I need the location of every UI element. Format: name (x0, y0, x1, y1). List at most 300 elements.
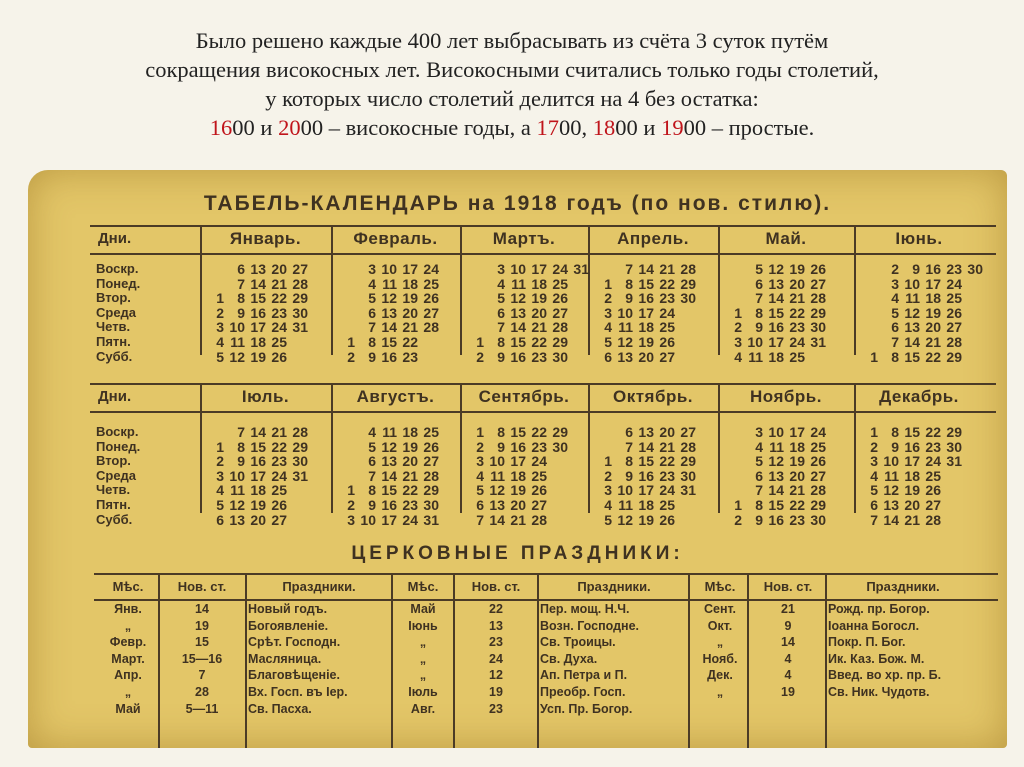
calendar-day-number: 10 (747, 334, 763, 350)
calendar-day-number: 17 (402, 261, 418, 277)
calendar-day-number: 2 (347, 348, 355, 365)
calendar-day-number: 25 (925, 467, 941, 484)
calendar-day-number: 17 (638, 304, 654, 321)
calendar-day-number: 24 (271, 467, 287, 484)
top-month-separator (718, 225, 720, 355)
calendar-day-number: 11 (230, 334, 245, 350)
calendar-day-number: 29 (946, 424, 962, 440)
calendar-day-number: 5 (216, 497, 224, 513)
calendar-day-number: 1 (870, 348, 878, 365)
calendar-day-number: 24 (659, 304, 675, 321)
calendar-day-number: 1 (347, 334, 355, 350)
calendar-day-number: 2 (604, 467, 612, 484)
calendar-day-number: 20 (925, 319, 941, 336)
calendar-day-number: 12 (381, 438, 397, 455)
bottom-day-name: Понед. (96, 438, 141, 454)
calendar-day-number: 11 (905, 290, 920, 307)
calendar-day-number: 8 (625, 275, 633, 292)
calendar-day-number: 4 (734, 348, 742, 365)
church-feast-cell: Преобр. Госп. (540, 685, 626, 699)
calendar-day-number: 12 (229, 348, 245, 365)
calendar-day-number: 7 (476, 511, 484, 528)
church-column-header: Нов. ст. (471, 579, 521, 594)
calendar-day-number: 22 (402, 482, 418, 499)
church-column-header: Праздники. (866, 579, 940, 594)
calendar-day-number: 4 (216, 482, 224, 499)
slide-heading (20, 26, 1004, 142)
calendar-day-number: 20 (510, 497, 526, 513)
church-month-cell: „ (716, 685, 724, 699)
calendar-day-number: 26 (659, 334, 675, 350)
calendar-day-number: 11 (511, 275, 526, 292)
calendar-day-number: 21 (402, 319, 418, 336)
calendar-day-number: 2 (347, 497, 355, 513)
church-date-cell: 4 (784, 651, 792, 666)
bottom-month-name: Сентябрь. (478, 387, 570, 406)
calendar-day-number: 2 (734, 511, 742, 528)
calendar-day-number: 15 (638, 275, 654, 292)
calendar-day-number: 13 (883, 497, 899, 513)
bottom-days-label: Дни. (98, 388, 132, 405)
church-date-cell: 12 (489, 668, 503, 683)
calendar-day-number: 26 (925, 482, 941, 499)
calendar-day-number: 23 (789, 511, 805, 528)
heading-line-4 (20, 113, 1004, 142)
top-day-name: Воскр. (96, 261, 139, 276)
highlighted-digits: 18 (592, 115, 616, 140)
bottom-day-name: Среда (96, 467, 137, 483)
calendar-day-number: 9 (497, 348, 505, 365)
calendar-day-number: 17 (250, 467, 266, 484)
calendar-day-number: 22 (531, 424, 547, 440)
church-feast-cell: Благовѣщеніе. (248, 668, 340, 683)
calendar-day-number: 21 (659, 261, 675, 277)
calendar-day-number: 28 (810, 482, 826, 499)
calendar-day-number: 12 (489, 482, 505, 499)
calendar-day-number: 28 (292, 424, 308, 440)
top-month-separator (460, 225, 462, 355)
calendar-day-number: 1 (216, 438, 224, 455)
calendar-day-number: 7 (755, 482, 763, 499)
calendar-day-number: 4 (604, 497, 612, 513)
calendar-day-number: 25 (810, 438, 826, 455)
calendar-day-number: 11 (230, 482, 245, 499)
church-month-cell: Авг. (410, 701, 436, 716)
calendar-day-number: 25 (946, 290, 962, 307)
top-day-name: Среда (96, 304, 137, 320)
calendar-day-number: 15 (904, 348, 920, 365)
church-feast-cell: Іоанна Богосл. (828, 618, 920, 633)
calendar-day-number: 10 (617, 482, 633, 499)
calendar-day-number: 10 (617, 304, 633, 321)
calendar-day-number: 21 (904, 511, 920, 528)
calendar-day-number: 2 (216, 304, 224, 321)
calendar-day-number: 23 (271, 453, 287, 470)
calendar-day-number: 27 (531, 497, 547, 513)
calendar-day-number: 15 (510, 334, 526, 350)
church-date-cell: 19 (489, 685, 503, 699)
church-month-cell: „ (716, 635, 724, 650)
church-column-separator (245, 573, 247, 748)
calendar-day-number: 6 (368, 453, 376, 470)
calendar-day-number: 6 (497, 304, 505, 321)
calendar-day-number: 8 (237, 290, 245, 307)
calendar-day-number: 2 (891, 261, 899, 277)
calendar-day-number: 13 (229, 511, 245, 528)
calendar-day-number: 29 (552, 424, 568, 440)
church-feast-cell: Масляница. (248, 651, 322, 666)
calendar-day-number: 26 (531, 482, 547, 499)
calendar-day-number: 25 (423, 424, 439, 440)
calendar-day-number: 24 (789, 334, 805, 350)
calendar-day-number: 14 (510, 319, 526, 336)
church-date-cell: 14 (781, 635, 795, 650)
calendar-day-number: 25 (423, 275, 439, 292)
calendar-day-number: 18 (789, 438, 805, 455)
calendar-day-number: 18 (531, 275, 547, 292)
calendar-day-number: 8 (237, 438, 245, 455)
calendar-day-number: 9 (497, 438, 505, 455)
calendar-day-number: 29 (292, 290, 308, 307)
calendar-day-number: 1 (604, 275, 612, 292)
calendar-day-number: 24 (423, 261, 439, 277)
calendar-day-number: 12 (381, 290, 397, 307)
church-holidays-title: ЦЕРКОВНЫЕ ПРАЗДНИКИ: (351, 543, 684, 564)
calendar-day-number: 11 (382, 424, 397, 440)
top-day-name: Субб. (96, 348, 133, 364)
calendar-day-number: 7 (237, 424, 245, 440)
calendar-day-number: 5 (476, 482, 484, 499)
calendar-day-number: 7 (368, 467, 376, 484)
calendar-day-number: 10 (229, 467, 245, 484)
calendar-day-number: 31 (810, 334, 826, 350)
calendar-day-number: 17 (768, 334, 784, 350)
bottom-month-name: Іюль. (241, 387, 290, 406)
calendar-day-number: 27 (271, 511, 287, 528)
calendar-day-number: 15 (250, 290, 266, 307)
calendar-day-number: 16 (510, 348, 526, 365)
calendar-day-number: 12 (904, 304, 920, 321)
calendar-day-number: 20 (402, 304, 418, 321)
calendar-card (28, 170, 1007, 748)
calendar-day-number: 10 (510, 261, 526, 277)
calendar-day-number: 12 (617, 334, 633, 350)
calendar-day-number: 14 (638, 438, 654, 455)
church-month-cell: „ (124, 618, 132, 633)
calendar-day-number: 11 (618, 497, 633, 513)
calendar-day-number: 20 (789, 275, 805, 292)
calendar-day-number: 21 (531, 319, 547, 336)
bottom-month-name: Октябрь. (612, 387, 694, 406)
church-month-cell: „ (419, 668, 427, 683)
church-month-cell: Май (115, 701, 141, 716)
calendar-day-number: 6 (891, 319, 899, 336)
bottom-day-name: Пятн. (96, 497, 131, 512)
calendar-day-number: 26 (271, 348, 287, 365)
calendar-day-number: 22 (271, 438, 287, 455)
calendar-day-number: 16 (638, 290, 654, 307)
calendar-day-number: 3 (368, 261, 376, 277)
calendar-day-number: 11 (382, 275, 397, 292)
church-feast-cell: Возн. Господне. (540, 618, 640, 633)
calendar-day-number: 14 (768, 482, 784, 499)
calendar-day-number: 9 (368, 497, 376, 513)
calendar-day-number: 15 (768, 304, 784, 321)
calendar-day-number: 13 (904, 319, 920, 336)
calendar-day-number: 26 (810, 261, 826, 277)
calendar-day-number: 14 (489, 511, 505, 528)
calendar-day-number: 14 (381, 319, 397, 336)
calendar-day-number: 12 (768, 453, 784, 470)
calendar-day-number: 21 (789, 290, 805, 307)
church-month-cell: Іюнь (408, 618, 438, 633)
calendar-day-number: 13 (250, 261, 266, 277)
calendar-day-number: 3 (216, 467, 224, 484)
bottom-day-name: Четв. (96, 482, 131, 498)
church-column-separator (453, 573, 455, 748)
calendar-day-number: 25 (531, 467, 547, 484)
calendar-day-number: 2 (604, 290, 612, 307)
calendar-day-number: 8 (891, 424, 899, 440)
calendar-day-number: 23 (402, 348, 418, 365)
calendar-day-number: 31 (680, 482, 696, 499)
calendar-day-number: 24 (402, 511, 418, 528)
calendar-day-number: 17 (531, 261, 547, 277)
bottom-month-separator (331, 383, 333, 513)
calendar-day-number: 5 (870, 482, 878, 499)
calendar-day-number: 8 (891, 348, 899, 365)
calendar-day-number: 3 (870, 453, 878, 470)
calendar-day-number: 20 (250, 511, 266, 528)
calendar-day-number: 27 (292, 261, 308, 277)
highlighted-digits: 20 (278, 115, 301, 140)
bottom-month-name: Декабрь. (879, 387, 959, 406)
church-column-header: Праздники. (577, 579, 651, 594)
calendar-day-number: 26 (810, 453, 826, 470)
calendar-day-number: 14 (883, 511, 899, 528)
calendar-day-number: 8 (368, 334, 376, 350)
calendar-day-number: 25 (271, 482, 287, 499)
heading-line-2: сокращения високосных лет. Високосными считались только годы столетий, (145, 57, 879, 82)
calendar-day-number: 3 (755, 424, 763, 440)
calendar-day-number: 2 (476, 348, 484, 365)
church-month-cell: Февр. (109, 635, 147, 650)
calendar-day-number: 9 (755, 511, 763, 528)
bottom-month-separator (718, 383, 720, 513)
calendar-day-number: 27 (659, 348, 675, 365)
calendar-day-number: 6 (604, 348, 612, 365)
calendar-day-number: 28 (292, 275, 308, 292)
church-feast-cell: Св. Духа. (540, 651, 598, 666)
top-month-name: Апрель. (617, 229, 689, 248)
calendar-day-number: 23 (531, 438, 547, 455)
calendar-day-number: 15 (381, 482, 397, 499)
church-date-cell: 4 (784, 668, 792, 683)
calendar-day-number: 16 (381, 497, 397, 513)
church-feast-cell: Пер. мощ. Н.Ч. (540, 602, 630, 616)
calendar-day-number: 17 (925, 275, 941, 292)
calendar-day-number: 22 (271, 290, 287, 307)
church-column-separator (688, 573, 690, 748)
calendar-day-number: 28 (946, 334, 962, 350)
top-month-name: Іюнь. (895, 229, 943, 248)
calendar-day-number: 21 (925, 334, 941, 350)
church-column-header: Мѣс. (704, 579, 736, 594)
calendar-day-number: 25 (659, 319, 675, 336)
calendar-day-number: 18 (768, 348, 784, 365)
calendar-day-number: 29 (292, 438, 308, 455)
church-column-header: Мѣс. (112, 579, 144, 594)
calendar-day-number: 5 (368, 290, 376, 307)
calendar-day-number: 18 (510, 467, 526, 484)
calendar-day-number: 5 (216, 348, 224, 365)
calendar-day-number: 3 (216, 319, 224, 336)
calendar-day-number: 30 (810, 319, 826, 336)
bottom-month-separator (588, 383, 590, 513)
calendar-day-number: 1 (604, 453, 612, 470)
calendar-day-number: 4 (216, 334, 224, 350)
church-column-header: Нов. ст. (763, 579, 813, 594)
calendar-day-number: 29 (680, 275, 696, 292)
calendar-day-number: 11 (618, 319, 633, 336)
bottom-month-name: Ноябрь. (750, 387, 822, 406)
church-month-cell: Дек. (707, 668, 733, 683)
calendar-day-number: 13 (768, 467, 784, 484)
calendar-day-number: 7 (891, 334, 899, 350)
calendar-day-number: 24 (531, 453, 547, 470)
calendar-day-number: 6 (755, 275, 763, 292)
calendar-day-number: 3 (347, 511, 355, 528)
calendar-day-number: 1 (870, 424, 878, 440)
church-date-cell: 14 (195, 602, 209, 616)
calendar-day-number: 6 (625, 424, 633, 440)
calendar-day-number: 10 (904, 275, 920, 292)
calendar-day-number: 4 (497, 275, 505, 292)
church-date-cell: 22 (489, 602, 503, 616)
calendar-day-number: 11 (769, 438, 784, 455)
calendar-day-number: 7 (497, 319, 505, 336)
calendar-day-number: 13 (381, 304, 397, 321)
calendar-day-number: 8 (755, 497, 763, 513)
calendar-day-number: 13 (617, 348, 633, 365)
calendar-day-number: 23 (402, 497, 418, 513)
calendar-day-number: 28 (531, 511, 547, 528)
calendar-day-number: 31 (946, 453, 962, 470)
calendar-day-number: 13 (768, 275, 784, 292)
calendar-day-number: 30 (946, 438, 962, 455)
calendar-day-number: 25 (659, 497, 675, 513)
calendar-day-number: 23 (659, 290, 675, 307)
calendar-day-number: 22 (925, 348, 941, 365)
calendar-day-number: 15 (904, 424, 920, 440)
church-date-cell: 7 (198, 668, 206, 683)
calendar-day-number: 12 (768, 261, 784, 277)
church-month-cell: Нояб. (702, 651, 738, 666)
church-feast-cell: Новый годъ. (248, 602, 328, 616)
highlighted-digits: 19 (661, 115, 684, 140)
calendar-day-number: 28 (423, 319, 439, 336)
calendar-day-number: 18 (250, 334, 266, 350)
top-month-name: Февраль. (353, 229, 438, 248)
calendar-day-number: 16 (768, 511, 784, 528)
top-month-separator (588, 225, 590, 355)
church-date-cell: 23 (489, 701, 503, 716)
calendar-day-number: 20 (271, 261, 287, 277)
top-month-separator (331, 225, 333, 355)
bottom-month-separator (854, 383, 856, 513)
calendar-day-number: 19 (510, 482, 526, 499)
calendar-day-number: 6 (368, 304, 376, 321)
top-day-name: Пятн. (96, 334, 131, 349)
calendar-day-number: 7 (625, 438, 633, 455)
calendar-day-number: 22 (659, 275, 675, 292)
calendar-day-number: 25 (552, 275, 568, 292)
calendar-day-number: 14 (904, 334, 920, 350)
calendar-day-number: 23 (946, 261, 962, 277)
calendar-day-number: 30 (552, 348, 568, 365)
calendar-day-number: 6 (237, 261, 245, 277)
calendar-day-number: 5 (604, 511, 612, 528)
calendar-day-number: 4 (755, 438, 763, 455)
calendar-day-number: 4 (870, 467, 878, 484)
church-date-cell: 19 (195, 618, 209, 633)
calendar-day-number: 21 (271, 275, 287, 292)
calendar-day-number: 21 (659, 438, 675, 455)
calendar-day-number: 21 (402, 467, 418, 484)
church-date-cell: 5—11 (185, 701, 219, 716)
calendar-day-number: 21 (510, 511, 526, 528)
calendar-day-number: 6 (216, 511, 224, 528)
calendar-day-number: 28 (423, 467, 439, 484)
bottom-month-name: Августъ. (356, 387, 435, 406)
church-date-cell: 19 (781, 685, 795, 699)
calendar-day-number: 26 (271, 497, 287, 513)
calendar-day-number: 9 (912, 261, 920, 277)
church-feast-cell: Св. Троицы. (540, 635, 616, 650)
highlighted-digits: 17 (536, 115, 560, 140)
calendar-day-number: 27 (552, 304, 568, 321)
calendar-day-number: 16 (250, 304, 266, 321)
calendar-title: ТАБЕЛЬ-КАЛЕНДАРЬ на 1918 годъ (по нов. стилю). (203, 192, 832, 215)
calendar-day-number: 20 (659, 424, 675, 440)
calendar-day-number: 12 (229, 497, 245, 513)
calendar-day-number: 10 (489, 453, 505, 470)
calendar-day-number: 7 (625, 261, 633, 277)
church-column-separator (391, 573, 393, 748)
top-days-label: Дни. (98, 230, 132, 247)
calendar-day-number: 6 (476, 497, 484, 513)
calendar-day-number: 2 (734, 319, 742, 336)
calendar-day-number: 12 (883, 482, 899, 499)
calendar-day-number: 14 (768, 290, 784, 307)
calendar-day-number: 23 (925, 438, 941, 455)
calendar-day-number: 16 (250, 453, 266, 470)
church-date-cell: 15 (195, 635, 209, 650)
calendar-day-number: 18 (250, 482, 266, 499)
calendar-day-number: 1 (476, 424, 484, 440)
church-feast-cell: Усп. Пр. Богор. (540, 701, 633, 716)
calendar-day-number: 15 (638, 453, 654, 470)
calendar-day-number: 26 (659, 511, 675, 528)
top-day-name: Понед. (96, 275, 141, 291)
heading-text-segment: 00 – простые. (683, 115, 815, 140)
calendar-day-number: 16 (638, 467, 654, 484)
calendar-day-number: 16 (768, 319, 784, 336)
calendar-day-number: 14 (250, 424, 266, 440)
top-month-name: Январь. (229, 229, 302, 248)
church-month-cell: Янв. (114, 602, 142, 616)
calendar-day-number: 18 (904, 467, 920, 484)
